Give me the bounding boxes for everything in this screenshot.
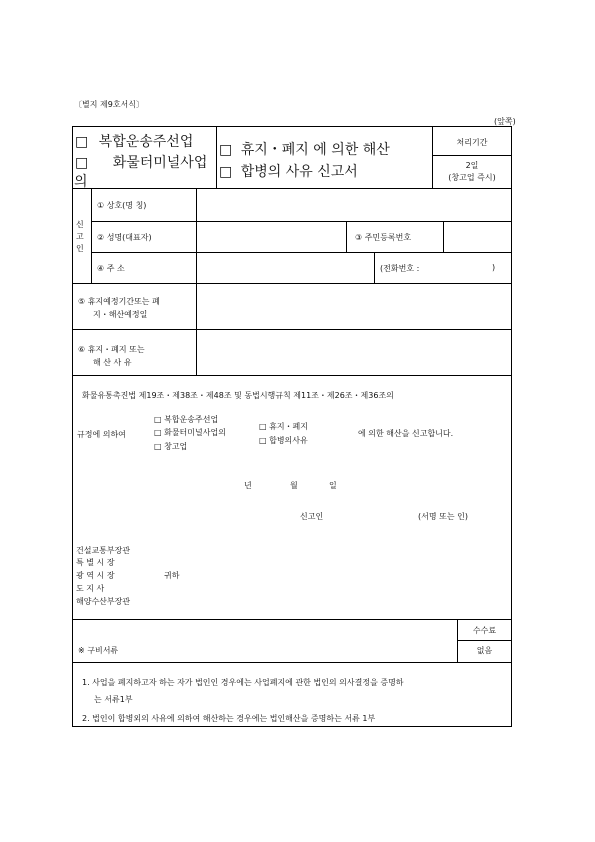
law-text: 화물유통촉진법 제19조・제38조・제48조 및 동법시행규칙 제11조・제26조・제36조의 <box>82 391 394 400</box>
recipient-3: 광 역 시 장 <box>76 571 115 580</box>
title-biz-line1: □ 복합운송주선업 <box>75 134 194 150</box>
recipient-4: 도 지 사 <box>76 584 105 593</box>
applicant-label-3: 인 <box>76 244 84 253</box>
page-side-label: (앞쪽) <box>494 117 516 126</box>
representative-label: ② 성명(대표자) <box>97 233 152 242</box>
declaration-suffix: 에 의한 해산을 신고합니다. <box>358 429 454 438</box>
processing-value: 2일 <box>465 161 479 170</box>
title-biz-line2: □ 화물터미널사업 <box>75 155 208 171</box>
title-type-line2: □ 합병의 사유 신고서 <box>219 164 358 180</box>
processing-note: (창고업 즉시) <box>448 173 496 182</box>
recipient-suffix: 귀하 <box>164 571 180 580</box>
address-label: ④ 주 소 <box>97 264 125 273</box>
document-item-1-line1: 1. 사업을 폐지하고자 하는 자가 법인인 경우에는 사업폐지에 관한 법인의 의사결정을 증명하 <box>82 678 404 687</box>
applicant-label-2: 고 <box>76 232 84 241</box>
option-merger-reason[interactable]: □ 합병의사유 <box>259 436 308 445</box>
checkbox-icon: □ <box>219 142 233 158</box>
recipient-1: 건설교통부장관 <box>76 546 131 555</box>
date-year: 년 <box>244 481 252 490</box>
option-suspension-closure[interactable]: □ 휴지・폐지 <box>259 422 309 431</box>
business-name-label: ① 상호(명 칭) <box>97 201 147 210</box>
fee-label: 수수료 <box>472 626 497 635</box>
date-day: 일 <box>329 481 337 490</box>
declarant-label: 신고인 <box>300 512 324 521</box>
resident-number-field[interactable] <box>445 223 510 251</box>
form-number: 〔별지 제9호서식〕 <box>74 100 145 109</box>
address-field[interactable] <box>198 254 373 282</box>
title-particle: 의 <box>74 174 88 190</box>
signature-label: (서명 또는 인) <box>418 512 468 521</box>
processing-label: 처리기간 <box>456 138 488 147</box>
option-warehouse[interactable]: □ 창고업 <box>154 442 188 451</box>
fee-value: 없음 <box>476 646 493 655</box>
document-item-1-line2: 는 서류1부 <box>94 695 133 704</box>
recipient-5: 해양수산부장관 <box>76 597 131 606</box>
reason-label-2: 해 산 사 유 <box>93 358 132 367</box>
declaration-prefix: 규정에 의하여 <box>77 430 126 439</box>
period-field[interactable] <box>198 285 510 328</box>
document-item-2: 2. 법인이 합병외의 사유에 의하여 해산하는 경우에는 법인해산을 증명하는 서류 1부 <box>82 714 376 723</box>
applicant-label-1: 신 <box>76 220 84 229</box>
reason-field[interactable] <box>198 331 510 374</box>
date-month: 월 <box>290 481 298 490</box>
checkbox-icon: □ <box>219 164 233 180</box>
representative-field[interactable] <box>198 223 345 251</box>
phone-close: ) <box>492 263 496 272</box>
period-label-2: 지・해산예정일 <box>93 310 148 319</box>
resident-number-label: ③ 주민등록번호 <box>355 233 412 242</box>
checkbox-icon: □ <box>75 155 89 171</box>
checkbox-icon: □ <box>75 134 89 150</box>
period-label-1: ⑤ 휴지예정기간또는 폐 <box>78 297 160 306</box>
phone-field[interactable] <box>448 255 490 279</box>
phone-label: (전화번호 : <box>380 264 420 273</box>
title-type-line1: □ 휴지・폐지 에 의한 해산 <box>219 142 390 158</box>
reason-label-1: ⑥ 휴지・폐지 또는 <box>78 345 145 354</box>
option-freight-forwarding[interactable]: □ 복합운송주선업 <box>154 415 219 424</box>
required-documents-heading: ※ 구비서류 <box>78 646 119 655</box>
option-cargo-terminal[interactable]: □ 화물터미널사업의 <box>154 428 226 437</box>
recipient-2: 특 별 시 장 <box>76 558 115 567</box>
business-name-field[interactable] <box>198 190 510 220</box>
